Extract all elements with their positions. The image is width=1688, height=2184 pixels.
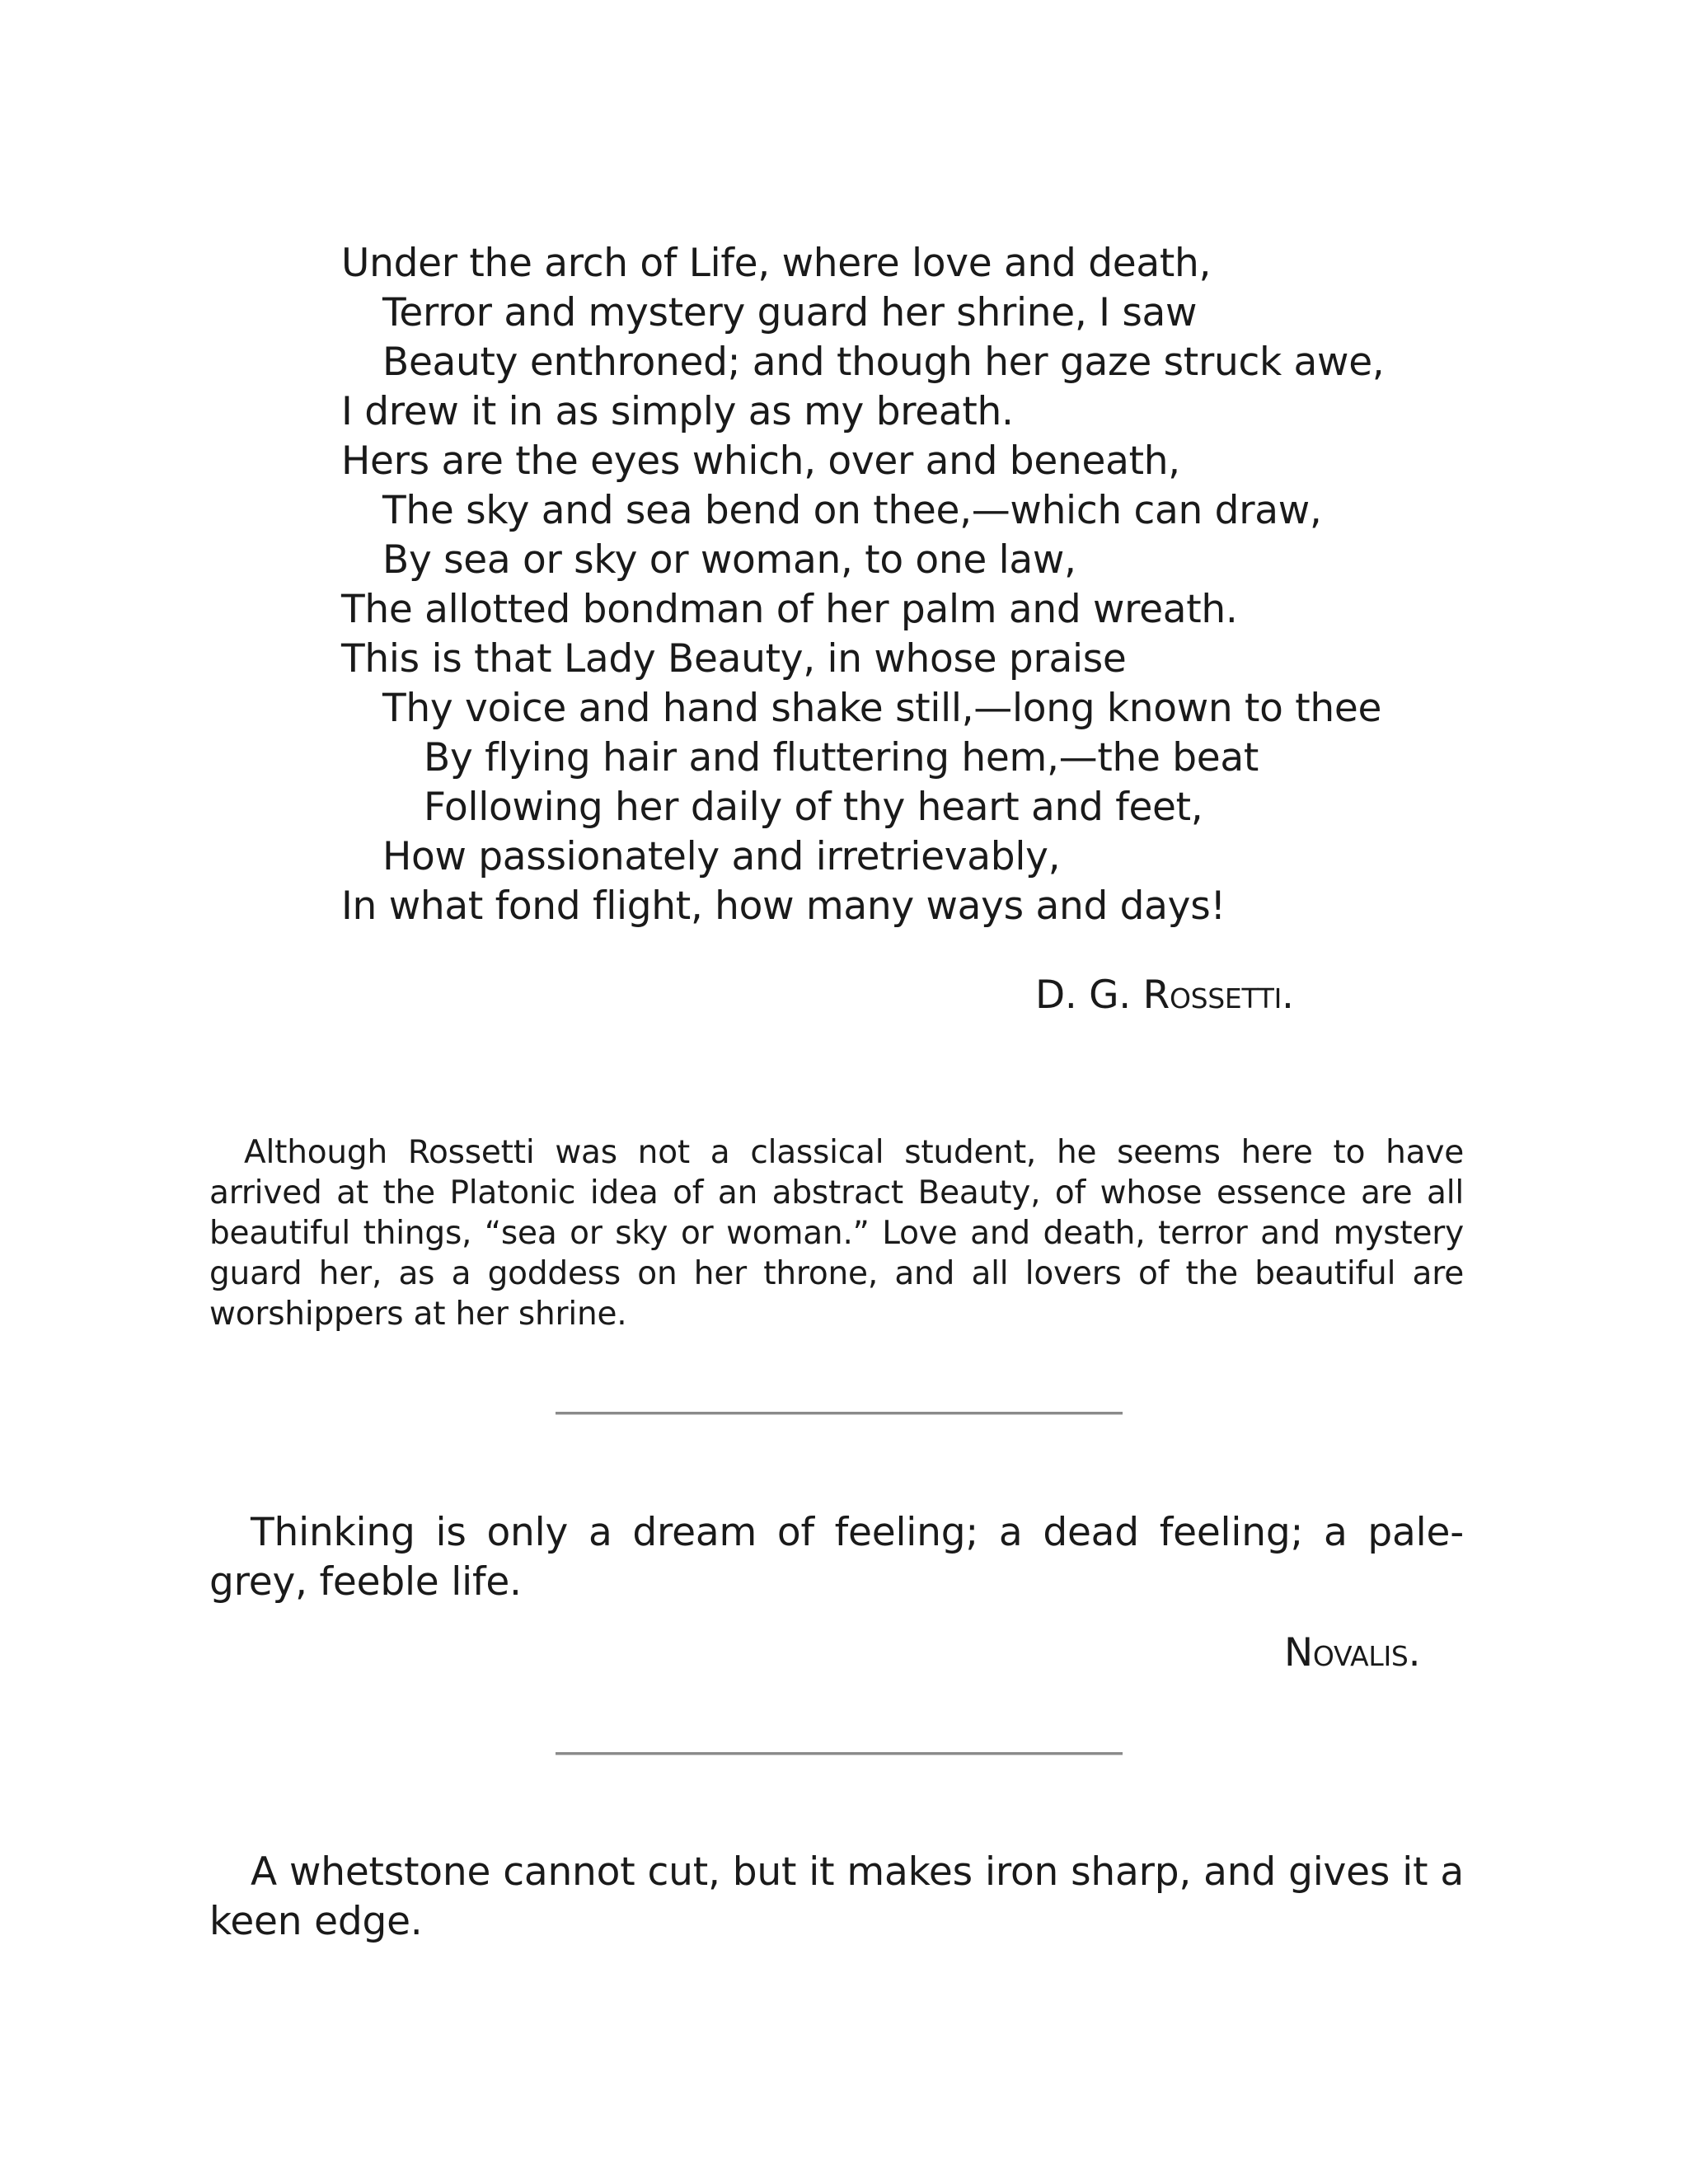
- quote-attribution: [1284, 1629, 1420, 1681]
- attribution-prefix: D. G. R: [1035, 972, 1170, 1018]
- poem-line: By flying hair and fluttering hem,—the beat: [424, 735, 1259, 780]
- poem-line: Terror and mystery guard her shrine, I saw: [382, 290, 1198, 335]
- poem-attribution: [1035, 971, 1294, 1024]
- section-divider: [556, 1752, 1123, 1755]
- poem-line: By sea or sky or woman, to one law,: [382, 537, 1076, 583]
- poem-line: Hers are the eyes which, over and beneath,: [341, 438, 1180, 484]
- commentary-paragraph: Although Rossetti was not a classical student, he seems here to have arrived at the Platonic idea of an abstract Beauty, of whose essence are all beautiful things, “sea or sky or woman.” Love and death, terror and mystery guard her, as a goddess on her throne, and all lovers of the beautiful are worshippers at her shrine.: [209, 1134, 1464, 1333]
- attribution-prefix: N: [1284, 1630, 1313, 1675]
- poem: [341, 239, 1413, 931]
- poem-line: I drew it in as simply as my breath.: [341, 389, 1014, 434]
- poem-line: Under the arch of Life, where love and death,: [341, 241, 1212, 286]
- attribution-suffix: .: [1408, 1630, 1421, 1675]
- attribution-small-caps: OVALIS: [1312, 1640, 1409, 1672]
- attribution-suffix: .: [1282, 972, 1294, 1018]
- poem-line: Beauty enthroned; and though her gaze struck awe,: [382, 340, 1385, 385]
- poem-line: Thy voice and hand shake still,—long known to thee: [382, 686, 1382, 731]
- attribution-small-caps: OSSETTI: [1169, 982, 1282, 1015]
- poem-line: Following her daily of thy heart and feet,: [424, 785, 1203, 830]
- quote-paragraph: Thinking is only a dream of feeling; a dead feeling; a pale-grey, feeble life.: [209, 1510, 1464, 1605]
- section-divider: [556, 1412, 1123, 1415]
- poem-line: The allotted bondman of her palm and wreath.: [341, 587, 1238, 632]
- poem-line: How passionately and irretrievably,: [382, 834, 1061, 879]
- poem-line: In what fond flight, how many ways and days!: [341, 883, 1226, 929]
- quote-paragraph: A whetstone cannot cut, but it makes iron sharp, and gives it a keen edge.: [209, 1849, 1464, 1944]
- poem-line: This is that Lady Beauty, in whose praise: [341, 636, 1127, 682]
- poem-line: The sky and sea bend on thee,—which can draw,: [382, 488, 1322, 533]
